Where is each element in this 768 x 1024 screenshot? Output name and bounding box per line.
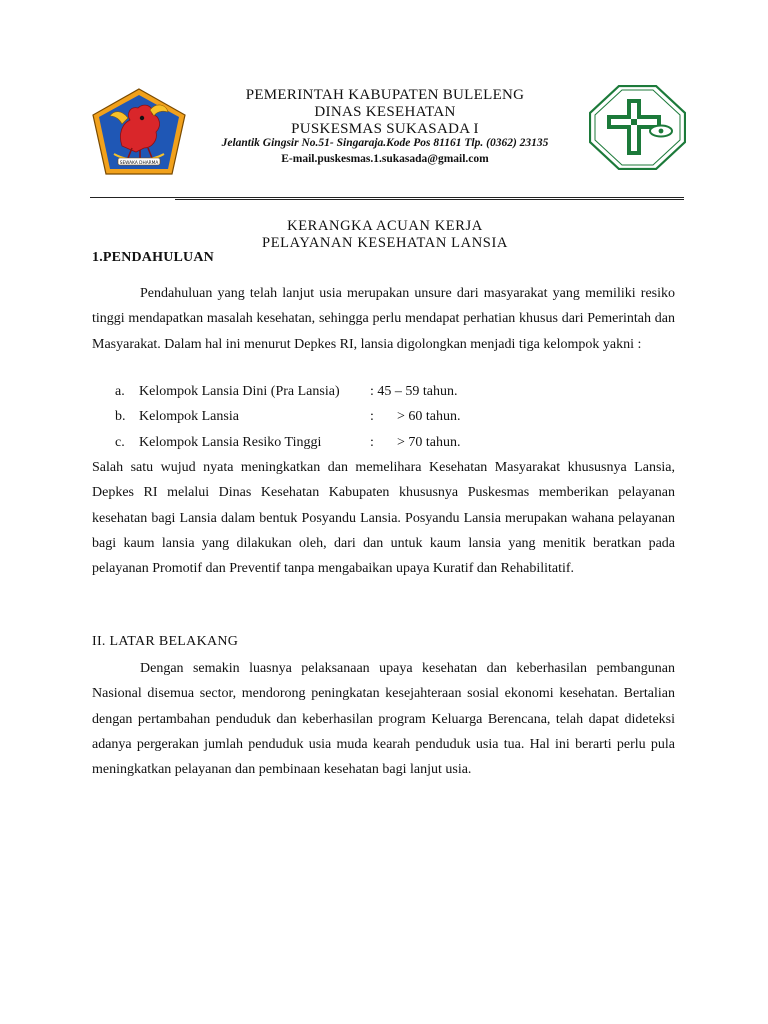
letterhead-divider — [90, 197, 684, 198]
document-subtitle: PELAYANAN KESEHATAN LANSIA — [262, 235, 508, 251]
paragraph-posyandu: Salah satu wujud nyata meningkatkan dan memelihara Kesehatan Masyarakat khususnya Lansia, Depkes RI melalui Dinas Kesehatan Kabupaten khususnya Puskesmas memberikan pelayanan kesehatan bagi Lansia dalam bentuk Posyandu Lansia. Posyandu Lansia merupakan wahana pelayanan bagi kaum lansia yang dilakukan oleh, dari dan untuk kaum lansia yang menitik beratkan pada pelayanan Promotif dan Preventif tanpa mengabaikan upaya Kuratif dan Rehabilitatif. — [92, 460, 675, 577]
letterhead-email: E-mail.puskesmas.1.sukasada@gmail.com — [281, 153, 489, 165]
list-item — [92, 404, 675, 429]
list-marker: b. — [115, 409, 126, 425]
document-title: KERANGKA ACUAN KERJA — [287, 218, 483, 234]
list-value: > 70 tahun. — [397, 434, 461, 450]
letterhead-clinic: PUSKESMAS SUKASADA I — [291, 121, 479, 137]
list-label: Kelompok Lansia — [139, 409, 239, 425]
letterhead-divider-secondary — [175, 199, 684, 200]
list-colon: : — [370, 409, 374, 425]
paragraph-background: Dengan semakin luasnya pelaksanaan upaya kesehatan dan keberhasilan pembangunan Nasional disemua sector, mendorong peningkatan kesejahteraan sosial ekonomi kesehatan. Bertalian dengan pertambahan penduduk dan keberhasilan program Keluarga Berencana, telah dapat dideteksi adanya pergerakan jumlah penduduk usia muda kearah penduduk usia tua. Hal ini berarti perlu pula meningkatkan pelayanan dan pembinaan kesehatan bagi lanjut usia. — [92, 661, 675, 778]
age-group-list — [92, 379, 675, 455]
letterhead-agency: DINAS KESEHATAN — [314, 104, 456, 120]
buleleng-emblem-logo — [92, 88, 187, 176]
letterhead-government: PEMERINTAH KABUPATEN BULELENG — [245, 87, 525, 103]
section-heading-latar-belakang: II. LATAR BELAKANG — [92, 634, 239, 649]
paragraph-intro: Pendahuluan yang telah lanjut usia merupakan unsure dari masyarakat yang memiliki resiko tinggi mendapatkan masalah kesehatan, sehingga perlu mendapat perhatian khusus dari Pemerintah dan Masyarakat. Dalam hal ini menurut Depkes RI, lansia digolongkan menjadi tiga kelompok yakni : — [92, 286, 675, 352]
list-label: Kelompok Lansia Dini (Pra Lansia) — [139, 384, 340, 399]
list-range: : 45 – 59 tahun. — [370, 384, 458, 399]
puskesmas-emblem-logo — [589, 85, 686, 170]
emblem-motto: SEWAKA DHARMA — [119, 161, 159, 166]
letterhead-address: Jelantik Gingsir No.51- Singaraja.Kode Pos 81161 Tlp. (0362) 23135 — [221, 137, 549, 149]
list-value: > 60 tahun. — [397, 409, 461, 425]
list-colon: : — [370, 434, 374, 450]
list-item — [92, 379, 675, 404]
list-item — [92, 430, 675, 455]
list-marker: a. — [115, 384, 125, 399]
list-label: Kelompok Lansia Resiko Tinggi — [139, 434, 322, 450]
list-marker: c. — [115, 434, 125, 450]
section-heading-pendahuluan: 1.PENDAHULUAN — [92, 250, 214, 265]
